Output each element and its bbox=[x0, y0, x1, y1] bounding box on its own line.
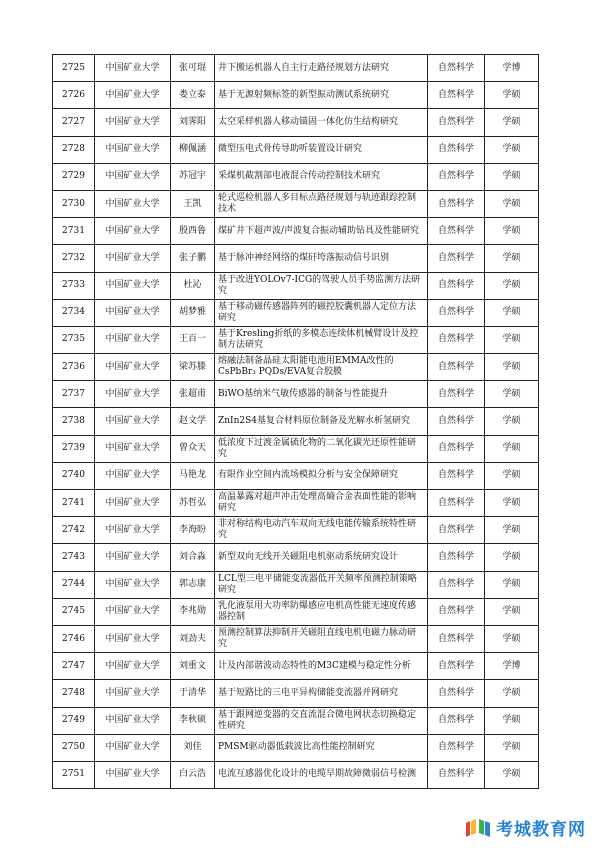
degree-type: 学硕 bbox=[485, 299, 539, 326]
table-row bbox=[53, 490, 539, 517]
research-topic: 轮式巡检机器人多目标点路径规划与轨迹跟踪控制技术 bbox=[215, 190, 428, 217]
discipline-category: 自然科学 bbox=[428, 299, 485, 326]
degree-type: 学硕 bbox=[485, 354, 539, 381]
row-number: 2726 bbox=[53, 82, 95, 109]
degree-type: 学硕 bbox=[485, 571, 539, 598]
degree-type: 学硕 bbox=[485, 462, 539, 489]
table-row bbox=[53, 109, 539, 136]
university-name: 中国矿业大学 bbox=[95, 381, 171, 408]
degree-type: 学硕 bbox=[485, 381, 539, 408]
student-name: 刘霁阳 bbox=[171, 109, 215, 136]
research-topic: BiWO基纳米气敏传感器的制备与性能提升 bbox=[215, 381, 428, 408]
row-number: 2751 bbox=[53, 761, 95, 788]
discipline-category: 自然科学 bbox=[428, 517, 485, 544]
row-number: 2738 bbox=[53, 408, 95, 435]
degree-type: 学硕 bbox=[485, 218, 539, 245]
table-row bbox=[53, 517, 539, 544]
discipline-category: 自然科学 bbox=[428, 326, 485, 353]
university-name: 中国矿业大学 bbox=[95, 544, 171, 571]
degree-type: 学硕 bbox=[485, 82, 539, 109]
degree-type: 学博 bbox=[485, 55, 539, 82]
discipline-category: 自然科学 bbox=[428, 598, 485, 625]
row-number: 2746 bbox=[53, 625, 95, 652]
discipline-category: 自然科学 bbox=[428, 136, 485, 163]
discipline-category: 自然科学 bbox=[428, 163, 485, 190]
student-name: 刘劲夫 bbox=[171, 625, 215, 652]
degree-type: 学硕 bbox=[485, 136, 539, 163]
open-book-icon bbox=[464, 817, 492, 839]
research-topic: 采煤机截割部电液混合传动控制技术研究 bbox=[215, 163, 428, 190]
university-name: 中国矿业大学 bbox=[95, 299, 171, 326]
discipline-category: 自然科学 bbox=[428, 82, 485, 109]
table-row bbox=[53, 598, 539, 625]
university-name: 中国矿业大学 bbox=[95, 55, 171, 82]
table-row bbox=[53, 299, 539, 326]
university-name: 中国矿业大学 bbox=[95, 435, 171, 462]
row-number: 2742 bbox=[53, 517, 95, 544]
research-topic: 煤矿井下超声波/声波复合振动辅助钻具及性能研究 bbox=[215, 218, 428, 245]
university-name: 中国矿业大学 bbox=[95, 190, 171, 217]
admission-list-table bbox=[52, 54, 539, 789]
row-number: 2730 bbox=[53, 190, 95, 217]
research-topic: PMSM驱动器低载波比高性能控制研究 bbox=[215, 734, 428, 761]
university-name: 中国矿业大学 bbox=[95, 761, 171, 788]
student-name: 王百一 bbox=[171, 326, 215, 353]
degree-type: 学硕 bbox=[485, 272, 539, 299]
research-topic: ZnIn2S4基复合材料原位制备及光解水析氢研究 bbox=[215, 408, 428, 435]
research-topic: 低浓度下过渡金属硫化物的二氧化碳光还原性能研究 bbox=[215, 435, 428, 462]
row-number: 2729 bbox=[53, 163, 95, 190]
table-row bbox=[53, 707, 539, 734]
student-name: 殷西鲁 bbox=[171, 218, 215, 245]
row-number: 2728 bbox=[53, 136, 95, 163]
row-number: 2747 bbox=[53, 653, 95, 680]
student-name: 郭志康 bbox=[171, 571, 215, 598]
student-name: 于清华 bbox=[171, 680, 215, 707]
row-number: 2740 bbox=[53, 462, 95, 489]
research-topic: 基于短路比的三电平异构储能变流器并网研究 bbox=[215, 680, 428, 707]
discipline-category: 自然科学 bbox=[428, 680, 485, 707]
discipline-category: 自然科学 bbox=[428, 490, 485, 517]
table-row bbox=[53, 435, 539, 462]
university-name: 中国矿业大学 bbox=[95, 653, 171, 680]
university-name: 中国矿业大学 bbox=[95, 218, 171, 245]
student-name: 柳佩涵 bbox=[171, 136, 215, 163]
discipline-category: 自然科学 bbox=[428, 354, 485, 381]
discipline-category: 自然科学 bbox=[428, 625, 485, 652]
student-name: 梁苏滕 bbox=[171, 354, 215, 381]
table-row bbox=[53, 218, 539, 245]
student-name: 苏冠宇 bbox=[171, 163, 215, 190]
table-row bbox=[53, 653, 539, 680]
research-topic: 电流互感器优化设计的电缆早期故障微弱信号检测 bbox=[215, 761, 428, 788]
discipline-category: 自然科学 bbox=[428, 462, 485, 489]
row-number: 2731 bbox=[53, 218, 95, 245]
university-name: 中国矿业大学 bbox=[95, 245, 171, 272]
discipline-category: 自然科学 bbox=[428, 109, 485, 136]
discipline-category: 自然科学 bbox=[428, 435, 485, 462]
degree-type: 学硕 bbox=[485, 190, 539, 217]
discipline-category: 自然科学 bbox=[428, 761, 485, 788]
degree-type: 学硕 bbox=[485, 435, 539, 462]
university-name: 中国矿业大学 bbox=[95, 734, 171, 761]
discipline-category: 自然科学 bbox=[428, 734, 485, 761]
discipline-category: 自然科学 bbox=[428, 571, 485, 598]
university-name: 中国矿业大学 bbox=[95, 680, 171, 707]
table-row bbox=[53, 326, 539, 353]
row-number: 2735 bbox=[53, 326, 95, 353]
table-row bbox=[53, 680, 539, 707]
student-name: 白云浩 bbox=[171, 761, 215, 788]
student-name: 刘合淼 bbox=[171, 544, 215, 571]
student-name: 刘重文 bbox=[171, 653, 215, 680]
degree-type: 学硕 bbox=[485, 680, 539, 707]
row-number: 2739 bbox=[53, 435, 95, 462]
table-row bbox=[53, 408, 539, 435]
row-number: 2736 bbox=[53, 354, 95, 381]
row-number: 2732 bbox=[53, 245, 95, 272]
row-number: 2745 bbox=[53, 598, 95, 625]
university-name: 中国矿业大学 bbox=[95, 571, 171, 598]
table-row bbox=[53, 354, 539, 381]
row-number: 2741 bbox=[53, 490, 95, 517]
university-name: 中国矿业大学 bbox=[95, 326, 171, 353]
research-topic: 太空采样机器人移动锚固一体化仿生结构研究 bbox=[215, 109, 428, 136]
table-row bbox=[53, 272, 539, 299]
research-topic: 基于无源射频标签的新型振动测试系统研究 bbox=[215, 82, 428, 109]
research-topic: 乳化液泵用大功率防爆感应电机高性能无速度传感器控制 bbox=[215, 598, 428, 625]
degree-type: 学硕 bbox=[485, 517, 539, 544]
research-topic: 计及内部谐波动态特性的M3C建模与稳定性分析 bbox=[215, 653, 428, 680]
university-name: 中国矿业大学 bbox=[95, 490, 171, 517]
degree-type: 学硕 bbox=[485, 598, 539, 625]
degree-type: 学硕 bbox=[485, 544, 539, 571]
table-row bbox=[53, 55, 539, 82]
university-name: 中国矿业大学 bbox=[95, 625, 171, 652]
research-topic: 新型双向无线开关磁阻电机驱动系统研究设计 bbox=[215, 544, 428, 571]
row-number: 2737 bbox=[53, 381, 95, 408]
research-topic: 基于Kresling折纸的多模态连续体机械臂设计及控制方法研究 bbox=[215, 326, 428, 353]
discipline-category: 自然科学 bbox=[428, 707, 485, 734]
degree-type: 学硕 bbox=[485, 408, 539, 435]
row-number: 2727 bbox=[53, 109, 95, 136]
row-number: 2750 bbox=[53, 734, 95, 761]
student-name: 李海盼 bbox=[171, 517, 215, 544]
student-name: 苏哲弘 bbox=[171, 490, 215, 517]
discipline-category: 自然科学 bbox=[428, 544, 485, 571]
student-name: 杜沁 bbox=[171, 272, 215, 299]
site-watermark bbox=[464, 815, 586, 840]
row-number: 2743 bbox=[53, 544, 95, 571]
discipline-category: 自然科学 bbox=[428, 245, 485, 272]
discipline-category: 自然科学 bbox=[428, 218, 485, 245]
table-row bbox=[53, 163, 539, 190]
table-body bbox=[53, 55, 539, 789]
table-row bbox=[53, 625, 539, 652]
table-row bbox=[53, 462, 539, 489]
discipline-category: 自然科学 bbox=[428, 272, 485, 299]
university-name: 中国矿业大学 bbox=[95, 163, 171, 190]
research-topic: 有限作业空间内流场模拟分析与安全保障研究 bbox=[215, 462, 428, 489]
discipline-category: 自然科学 bbox=[428, 55, 485, 82]
university-name: 中国矿业大学 bbox=[95, 109, 171, 136]
research-topic: 微型压电式骨传导助听装置设计研究 bbox=[215, 136, 428, 163]
row-number: 2733 bbox=[53, 272, 95, 299]
university-name: 中国矿业大学 bbox=[95, 598, 171, 625]
discipline-category: 自然科学 bbox=[428, 381, 485, 408]
table-row bbox=[53, 761, 539, 788]
degree-type: 学硕 bbox=[485, 326, 539, 353]
table-row bbox=[53, 734, 539, 761]
student-name: 李兆勋 bbox=[171, 598, 215, 625]
table-row bbox=[53, 136, 539, 163]
student-name: 刘佳 bbox=[171, 734, 215, 761]
row-number: 2734 bbox=[53, 299, 95, 326]
discipline-category: 自然科学 bbox=[428, 408, 485, 435]
student-name: 胡梦雅 bbox=[171, 299, 215, 326]
student-name: 张子鹏 bbox=[171, 245, 215, 272]
table-row bbox=[53, 571, 539, 598]
research-topic: 基于脉冲神经网络的煤矸垮落振动信号识别 bbox=[215, 245, 428, 272]
row-number: 2748 bbox=[53, 680, 95, 707]
student-name: 王凯 bbox=[171, 190, 215, 217]
degree-type: 学硕 bbox=[485, 109, 539, 136]
student-name: 赵文学 bbox=[171, 408, 215, 435]
degree-type: 学博 bbox=[485, 653, 539, 680]
table-row bbox=[53, 190, 539, 217]
university-name: 中国矿业大学 bbox=[95, 707, 171, 734]
row-number: 2744 bbox=[53, 571, 95, 598]
degree-type: 学硕 bbox=[485, 625, 539, 652]
research-topic: 熔融法制备晶硅太阳能电池用EMMA改性的CsPbBr₃ PQDs/EVA复合胶膜 bbox=[215, 354, 428, 381]
table-row bbox=[53, 82, 539, 109]
degree-type: 学硕 bbox=[485, 245, 539, 272]
discipline-category: 自然科学 bbox=[428, 653, 485, 680]
student-name: 张可琨 bbox=[171, 55, 215, 82]
university-name: 中国矿业大学 bbox=[95, 517, 171, 544]
university-name: 中国矿业大学 bbox=[95, 136, 171, 163]
research-topic: LCL型三电平储能变流器低开关频率预测控制策略研究 bbox=[215, 571, 428, 598]
university-name: 中国矿业大学 bbox=[95, 82, 171, 109]
table-row bbox=[53, 245, 539, 272]
university-name: 中国矿业大学 bbox=[95, 354, 171, 381]
research-topic: 井下搬运机器人自主行走路径规划方法研究 bbox=[215, 55, 428, 82]
student-name: 曾众天 bbox=[171, 435, 215, 462]
row-number: 2749 bbox=[53, 707, 95, 734]
research-topic: 预测控制算法抑制开关磁阻直线电机电磁力脉动研究 bbox=[215, 625, 428, 652]
research-topic: 基于跟网逆变器的交直流混合微电网状态切换稳定性研究 bbox=[215, 707, 428, 734]
research-topic: 高温暴露对超声冲击处理高熵合金表面性能的影响研究 bbox=[215, 490, 428, 517]
university-name: 中国矿业大学 bbox=[95, 408, 171, 435]
degree-type: 学硕 bbox=[485, 490, 539, 517]
degree-type: 学硕 bbox=[485, 707, 539, 734]
watermark-text: 考城教育网 bbox=[496, 820, 586, 840]
degree-type: 学硕 bbox=[485, 734, 539, 761]
discipline-category: 自然科学 bbox=[428, 190, 485, 217]
student-name: 李秋硕 bbox=[171, 707, 215, 734]
research-topic: 非对称结构电动汽车双向无线电能传输系统特性研究 bbox=[215, 517, 428, 544]
table-row bbox=[53, 544, 539, 571]
degree-type: 学硕 bbox=[485, 163, 539, 190]
student-name: 娄立泰 bbox=[171, 82, 215, 109]
university-name: 中国矿业大学 bbox=[95, 462, 171, 489]
degree-type: 学硕 bbox=[485, 761, 539, 788]
row-number: 2725 bbox=[53, 55, 95, 82]
research-topic: 基于移动磁传感器阵列的磁控胶囊机器人定位方法研究 bbox=[215, 299, 428, 326]
table-row bbox=[53, 381, 539, 408]
student-name: 张超甫 bbox=[171, 381, 215, 408]
student-name: 马艳龙 bbox=[171, 462, 215, 489]
university-name: 中国矿业大学 bbox=[95, 272, 171, 299]
research-topic: 基于改进YOLOv7-ICG的驾驶人员手势监测方法研究 bbox=[215, 272, 428, 299]
